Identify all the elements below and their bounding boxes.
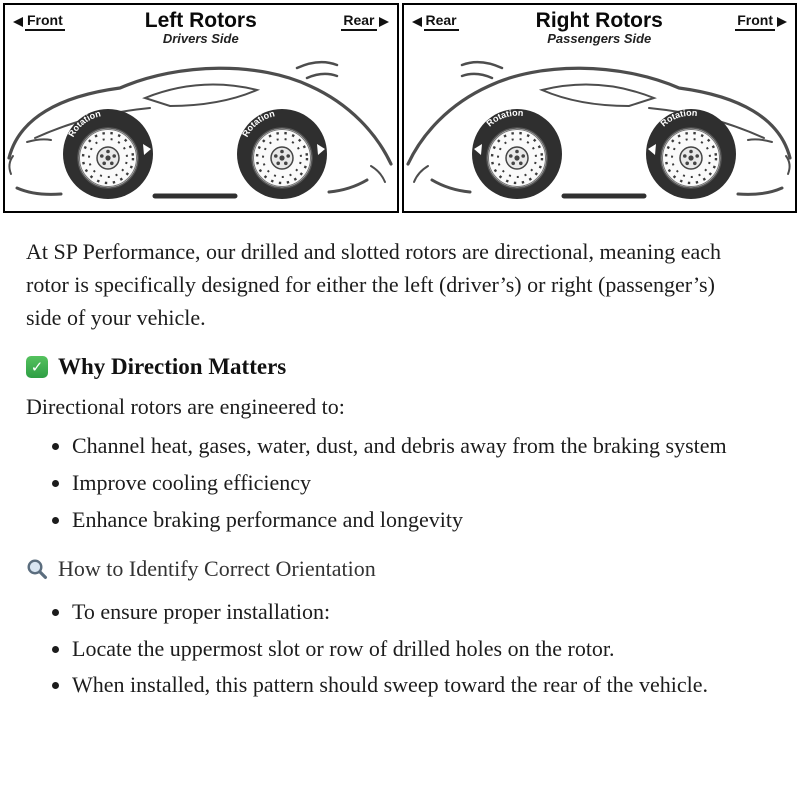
section-heading-text: How to Identify Correct Orientation [58,555,376,581]
rear-direction-label [341,12,388,31]
rear-direction-label [412,12,536,31]
direction-text: Front [735,12,775,31]
list-item: • When installed, this pattern should sweep toward the rear of the vehicle. [72,669,762,701]
direction-text: Rear [424,12,459,31]
car-body-sketch [408,62,790,196]
arrow-right-icon [379,17,389,27]
front-direction-label [13,12,145,31]
list-item: • Improve cooling efficiency [72,467,762,499]
panel-title: Right Rotors [535,9,663,32]
right-panel-header [404,5,796,46]
section-heading-text: Why Direction Matters [58,354,287,379]
arrow-left-icon [412,17,422,27]
right-car-illustration [404,46,794,206]
rotor-direction-diagram [0,0,800,213]
left-car-illustration [5,46,395,206]
list-item: • Channel heat, gases, water, dust, and debris away from the braking system [72,430,762,462]
car-body-sketch [9,62,391,196]
check-icon: ✓ [26,356,48,378]
section-heading-why-direction-matters [26,354,770,380]
panel-subtitle: Passengers Side [547,31,652,47]
section-heading-identify-orientation [26,556,770,582]
arrow-right-icon [777,17,787,27]
arrow-left-icon [13,17,23,27]
right-rotors-panel [402,3,798,213]
list-item: • Locate the uppermost slot or row of drilled holes on the rotor. [72,633,762,665]
panel-title: Left Rotors [144,9,257,32]
intro-paragraph: At SP Performance, our drilled and slotted rotors are directional, meaning each rotor is specifically designed for either the left (driver’s) or right (passenger’s) side of your vehicle. [26,239,722,330]
engineered-to-lead: Directional rotors are engineered to: [26,394,345,419]
direction-text: Front [25,12,65,31]
panel-subtitle: Drivers Side [162,31,239,47]
left-panel-header [5,5,397,46]
list-item: • To ensure proper installation: [72,596,762,628]
direction-text: Rear [341,12,376,31]
benefits-list [26,430,762,536]
panel-title-block [145,10,257,46]
magnifier-icon [26,558,48,580]
front-direction-label [735,12,787,31]
panel-title-block [536,10,663,46]
list-item: • Enhance braking performance and longevity [72,504,762,536]
orientation-steps-list [26,596,762,702]
left-rotors-panel [3,3,399,213]
article-body [0,213,800,701]
